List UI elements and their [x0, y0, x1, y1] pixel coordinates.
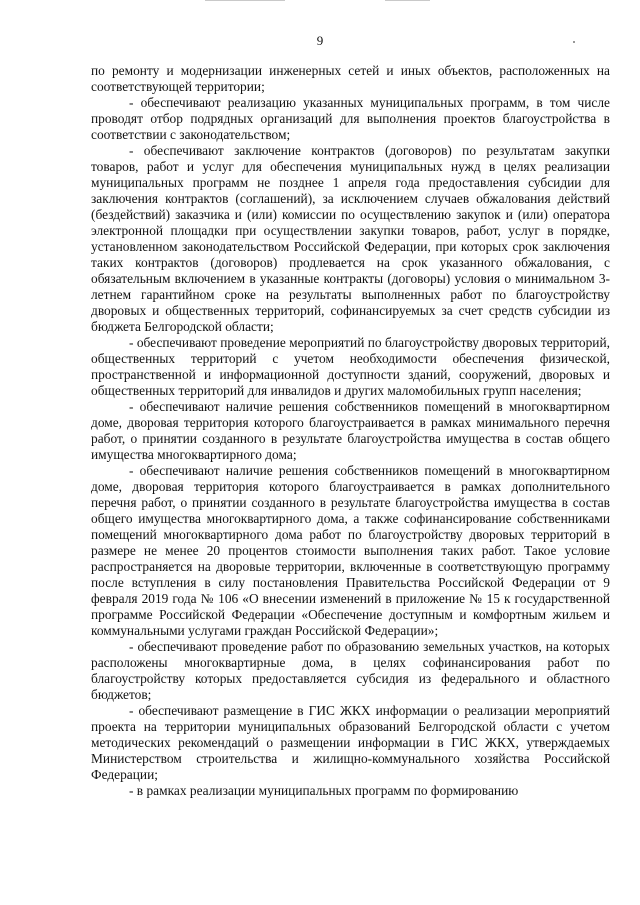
scan-artifact [385, 0, 430, 1]
paragraph: - обеспечивают проведение работ по образованию земельных участков, на которых расположены многоквартирные дома, в целях софинансирования работ по благоустройству которых предоставляется субсидия из федерального и областного бюджетов; [91, 639, 610, 702]
paragraph: - обеспечивают наличие решения собственников помещений в многоквартирном доме, дворовая территория которого благоустраивается в рамках дополнительного перечня работ, о принятии созданного в результате благоустройства имущества в состав общего имущества многоквартирного дома, а также софинансирование собственниками помещений многоквартирного дома работ по благоустройству дворовых территорий в размере не менее 20 процентов стоимости выполнения таких работ. Такое условие распространяется на дворовые территории, включенные в соответствующую программу после вступления в силу постановления Правительства Российской Федерации от 9 февраля 2019 года № 106 «О внесении изменений в приложение № 15 к государственной программе Российской Федерации «Обеспечение доступным и комфортным жильем и коммунальными услугами граждан Российской Федерации»; [91, 463, 610, 638]
paragraph: по ремонту и модернизации инженерных сетей и иных объектов, расположенных на соответствующей территории; [91, 63, 610, 94]
paragraph: - обеспечивают наличие решения собственников помещений в многоквартирном доме, дворовая территория которого благоустраивается в рамках минимального перечня работ, о принятии созданного в результате благоустройства имущества в состав общего имущества многоквартирного дома; [91, 399, 610, 462]
paragraph: - обеспечивают размещение в ГИС ЖКХ информации о реализации мероприятий проекта на территории муниципальных образований Белгородской области с учетом методических рекомендаций о размещении информации в ГИС ЖКХ, утверждаемых Министерством строительства и жилищно-коммунального хозяйства Российской Федерации; [91, 703, 610, 782]
scan-artifact [205, 0, 285, 1]
paragraph: - в рамках реализации муниципальных программ по формированию [129, 783, 519, 798]
page-number: 9 [316, 33, 324, 48]
scan-dot [573, 41, 575, 43]
paragraph: - обеспечивают проведение мероприятий по благоустройству дворовых территорий, общественных территорий с учетом необходимости обеспечения физической, пространственной и информационной доступности зданий, сооружений, дворовых и общественных территорий для инвалидов и других маломобильных групп населения; [91, 335, 610, 398]
document-body [91, 63, 610, 799]
paragraph: - обеспечивают заключение контрактов (договоров) по результатам закупки товаров, работ и услуг для обеспечения муниципальных нужд в целях реализации муниципальных программ не позднее 1 апреля года предоставления субсидии для заключения контрактов (соглашений), за исключением случаев обжалования действий (бездействий) заказчика и (или) комиссии по осуществлению закупок и (или) оператора электронной площадки при осуществлении закупки товаров, работ, услуг в порядке, установленном законодательством Российской Федерации, при которых срок заключения таких контрактов (договоров) продлевается на срок указанного обжалования, с обязательным включением в указанные контракты (договоры) условия о минимальном 3-летнем гарантийном сроке на результаты выполненных работ по благоустройству дворовых и общественных территорий, софинансируемых за счет средств субсидии из бюджета Белгородской области; [91, 143, 610, 334]
paragraph: - обеспечивают реализацию указанных муниципальных программ, в том числе проводят отбор подрядных организаций для выполнения проектов благоустройства в соответствии с законодательством; [91, 95, 610, 142]
